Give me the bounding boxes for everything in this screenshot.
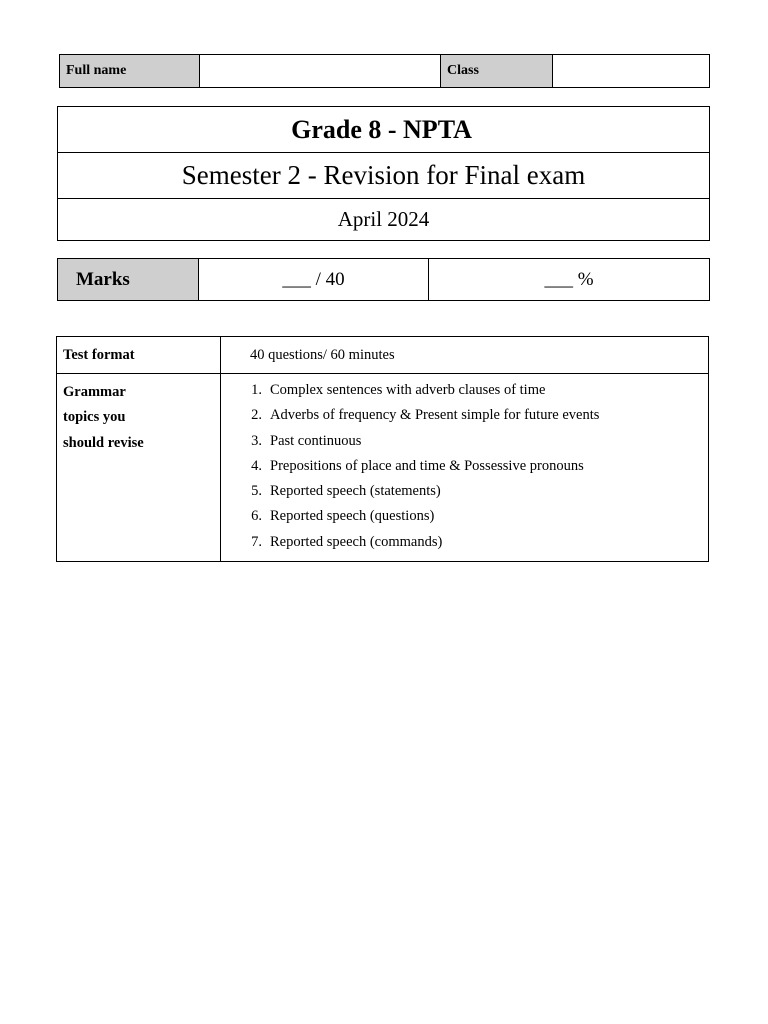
page-subtitle: Semester 2 - Revision for Final exam	[58, 153, 710, 199]
list-item	[221, 403, 708, 428]
grammar-label-line: Grammar	[63, 384, 126, 400]
list-item-text: Reported speech (questions)	[270, 508, 435, 525]
class-field[interactable]	[553, 55, 710, 88]
marks-percent-field[interactable]: ___ %	[429, 259, 710, 301]
full-name-field[interactable]	[200, 55, 441, 88]
list-item-number: 2.	[251, 407, 262, 424]
grammar-label-line: should revise	[63, 434, 144, 451]
class-label: Class	[441, 55, 553, 88]
list-item-text: Adverbs of frequency & Present simple for future events	[270, 407, 600, 424]
list-item-number: 7.	[251, 533, 262, 550]
title-block	[57, 106, 710, 241]
marks-label: Marks	[58, 259, 199, 301]
grammar-topics-cell	[221, 374, 709, 562]
grammar-topics-label	[57, 374, 221, 562]
list-item-number: 6.	[251, 508, 262, 525]
test-format-label: Test format	[57, 337, 221, 374]
list-item	[221, 454, 708, 479]
grammar-label-line: topics you	[63, 409, 126, 426]
list-item	[221, 530, 708, 555]
list-item	[221, 479, 708, 504]
list-item-text: Prepositions of place and time & Possessive pronouns	[270, 457, 584, 474]
list-item-number: 5.	[251, 483, 262, 500]
test-format-value: 40 questions/ 60 minutes	[221, 337, 709, 374]
list-item-text: Reported speech (statements)	[270, 483, 441, 500]
exam-info-table	[56, 336, 709, 562]
marks-table	[57, 258, 710, 301]
list-item-number: 1.	[251, 382, 262, 398]
list-item-text: Reported speech (commands)	[270, 533, 443, 550]
marks-score-field[interactable]: ___ / 40	[199, 259, 429, 301]
exam-date: April 2024	[58, 199, 710, 241]
list-item	[221, 378, 708, 403]
list-item-number: 3.	[251, 432, 262, 449]
list-item-text: Past continuous	[270, 432, 362, 449]
list-item	[221, 504, 708, 529]
list-item-text: Complex sentences with adverb clauses of time	[270, 382, 546, 398]
page-title: Grade 8 - NPTA	[58, 107, 710, 153]
full-name-label: Full name	[60, 55, 200, 88]
list-item	[221, 429, 708, 454]
student-info-table	[59, 54, 710, 88]
grammar-topics-list	[221, 374, 708, 561]
list-item-number: 4.	[251, 457, 262, 474]
